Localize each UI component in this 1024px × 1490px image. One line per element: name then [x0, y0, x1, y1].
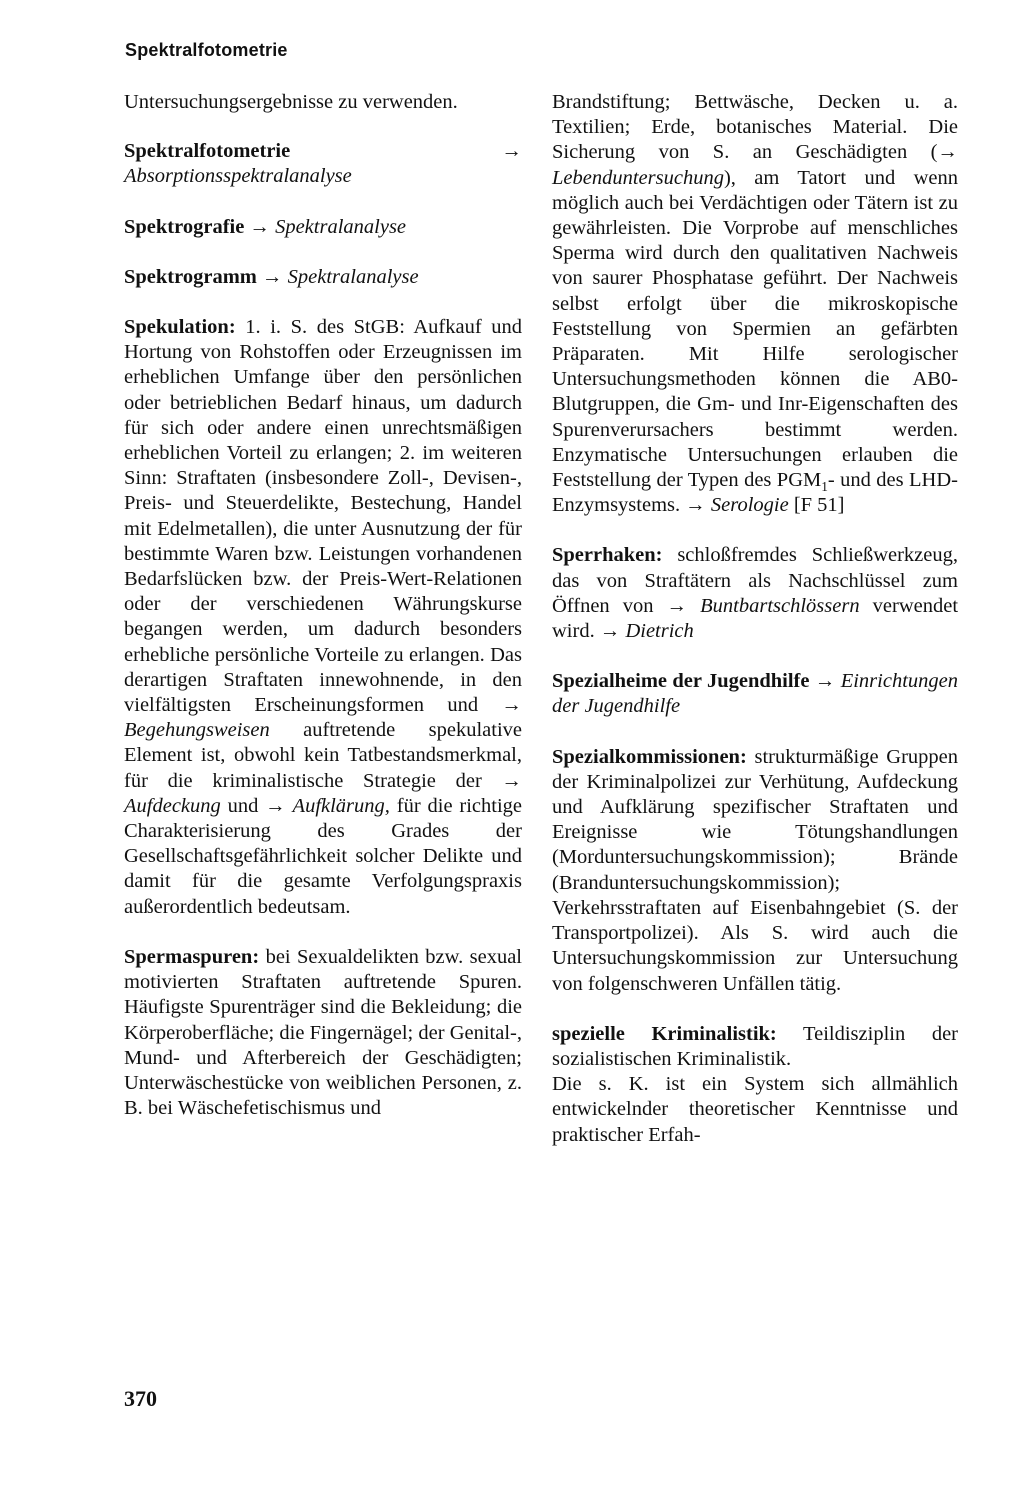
entry-spezialheime [552, 669, 958, 719]
arrow-icon: → [814, 670, 836, 693]
headword: Spezialkommissionen: [552, 745, 747, 768]
headword: spezielle Kriminalistik: [552, 1022, 777, 1045]
left-column [124, 90, 522, 1146]
cross-reference: Buntbartschlössern [700, 594, 860, 617]
entry-spektrogramm [124, 265, 522, 290]
cross-reference: Lebenduntersuchung [552, 166, 724, 189]
cross-reference: Aufklärung, [292, 794, 390, 817]
cross-reference: Spektralanalyse [275, 215, 407, 238]
page-number: 370 [124, 1386, 157, 1411]
body-text: ), am Tatort und wenn möglich auch bei Verdächtigen oder Tätern ist zu gewährleisten. Die Vorprobe auf menschliches Sperma wird durch den qualitativen Nachweis von saurer Phosphatase geführt. Der Nachweis selbst erfolgt über die mikroskopische Feststellung von Spermien an gefärbten Präparaten. Mit Hilfe serologischer Untersuchungsmethoden können die AB0-Blutgruppen, die Gm- und Inr-Eigenschaften des Spurenverursachers bestimmt werden. Enzymatische Untersuchungen erlauben die Feststellung der Typen des PGM [552, 166, 958, 492]
body-text: bei Sexualdelikten bzw. sexual motivierten Straftaten auftretende Spuren. Häufigste Spurenträger sind die Bekleidung; die Körperoberfläche; die Fingernägel; der Genital-, Mund- und Afterbereich der Geschädigten; Unterwäschestücke von weiblichen Personen, z. B. bei Wäschefetischismus und [124, 945, 522, 1120]
entry-spermaspuren [124, 945, 522, 1121]
arrow-icon: → [666, 594, 688, 617]
continued-text [124, 90, 522, 115]
headword: Spekulation: [124, 316, 236, 339]
body-text: Untersuchungsergebnisse zu verwenden. [124, 91, 458, 113]
cross-reference: Spektralanalyse [287, 265, 419, 288]
body-text: Teildisziplin der sozialistischen Kriminalistik. [552, 1022, 958, 1070]
cross-reference: Begehungsweisen [124, 719, 270, 742]
entry-spekulation [124, 315, 522, 920]
headword: Sperrhaken: [552, 544, 663, 567]
arrow-icon: → [685, 494, 706, 517]
body-text: verwendet wird. [552, 594, 959, 643]
cross-reference: Aufdeckung [124, 794, 221, 817]
cross-reference: Serologie [710, 494, 789, 517]
body-text: für die richtige Charakterisierung des Grades der Gesellschaftsgefährlichkeit solcher Delikte und damit für die gesamte Verfolgungspraxis außerordentlich bedeutsam. [124, 794, 523, 918]
entry-spektralfotometrie [124, 139, 522, 189]
headword: Spezialheime der Jugendhilfe [552, 670, 810, 693]
entry-spektrografie [124, 215, 522, 240]
arrow-icon: → [501, 140, 522, 163]
entry-sperrhaken [552, 543, 958, 644]
body-text: Die s. K. ist ein System sich allmählich entwickelnder theoretischer Kenntnisse und praktischer Erfah- [552, 1073, 958, 1146]
body-text: schloßfremdes Schließwerkzeug, das von Straftätern als Nachschlüssel zum Öffnen von [552, 544, 959, 617]
headword: Spektrogramm [124, 265, 257, 288]
arrow-icon: → [249, 215, 270, 238]
cross-reference: Absorptionsspektralanalyse [124, 165, 352, 188]
entry-spezielle-kriminalistik [552, 1022, 958, 1148]
body-text: und [227, 794, 259, 817]
arrow-icon: → [599, 620, 621, 643]
subscript: 1 [821, 479, 828, 495]
entry-spezialkommissionen [552, 745, 958, 997]
arrow-icon: → [937, 141, 958, 164]
body-text: 1. i. S. des StGB: Aufkauf und Hortung von Rohstoffen oder Erzeugnissen im erheblichen Umfange über den persönlichen oder betrieblichen Bedarf hinaus, um dadurch für sich oder andere einen unrechtsmäßigen erheblichen Vorteil zu erlangen; 2. im weiteren Sinn: Straftaten (insbesondere Zoll-, Devisen-, Preis- und Steuerdelikte, Bestechung, Handel mit Edelmetallen), die unter Ausnutzung der für bestimmte Waren bzw. Leistungen vorhandenen Bedarfslücken bzw. der Preis-Wert-Relationen oder der verschiedenen Währungskurse begangen werden, um dadurch besonders erhebliche persönliche Vorteile zu erlangen. Das derartigen Straftaten innewohnende, in den vielfältigsten Erscheinungsformen und [124, 316, 523, 717]
running-head: Spektralfotometrie [125, 40, 288, 60]
arrow-icon: → [501, 694, 522, 717]
body-text: strukturmäßige Gruppen der Kriminalpolizei zur Verhütung, Aufdeckung und Aufklärung spezifischer Straftaten und Ereignisse wie Tötungshandlungen (Morduntersuchungskommission); Brände (Branduntersuchungskommission); Verkehrsstraftaten auf Eisenbahngebiet (S. der Transportpolizei). Als S. wird auch die Untersuchungskommission zur Untersuchung von folgenschweren Unfällen tätig. [552, 745, 958, 995]
figure-reference: [F 51] [793, 494, 845, 517]
right-column [552, 90, 958, 1173]
arrow-icon: → [265, 794, 286, 817]
arrow-icon: → [262, 265, 283, 288]
cross-reference: Einrichtungen der Jugendhilfe [552, 670, 958, 718]
body-text: Brandstiftung; Bettwäsche, Decken u. a. Textilien; Erde, botanisches Material. Die Sicherung von S. an Geschädigten ( [552, 91, 958, 164]
body-text: - und des LHD-Enzymsystems. [552, 469, 958, 517]
cross-reference: Dietrich [625, 620, 694, 643]
body-text: auftretende spekulative Element ist, obwohl kein Tatbestandsmerkmal, für die kriminalistische Strategie der [124, 719, 522, 792]
headword: Spermaspuren: [124, 945, 260, 968]
arrow-icon: → [501, 769, 523, 792]
headword: Spektrografie [124, 215, 245, 238]
entry-spermaspuren-continued [552, 90, 958, 518]
headword: Spektralfotometrie [124, 140, 291, 163]
